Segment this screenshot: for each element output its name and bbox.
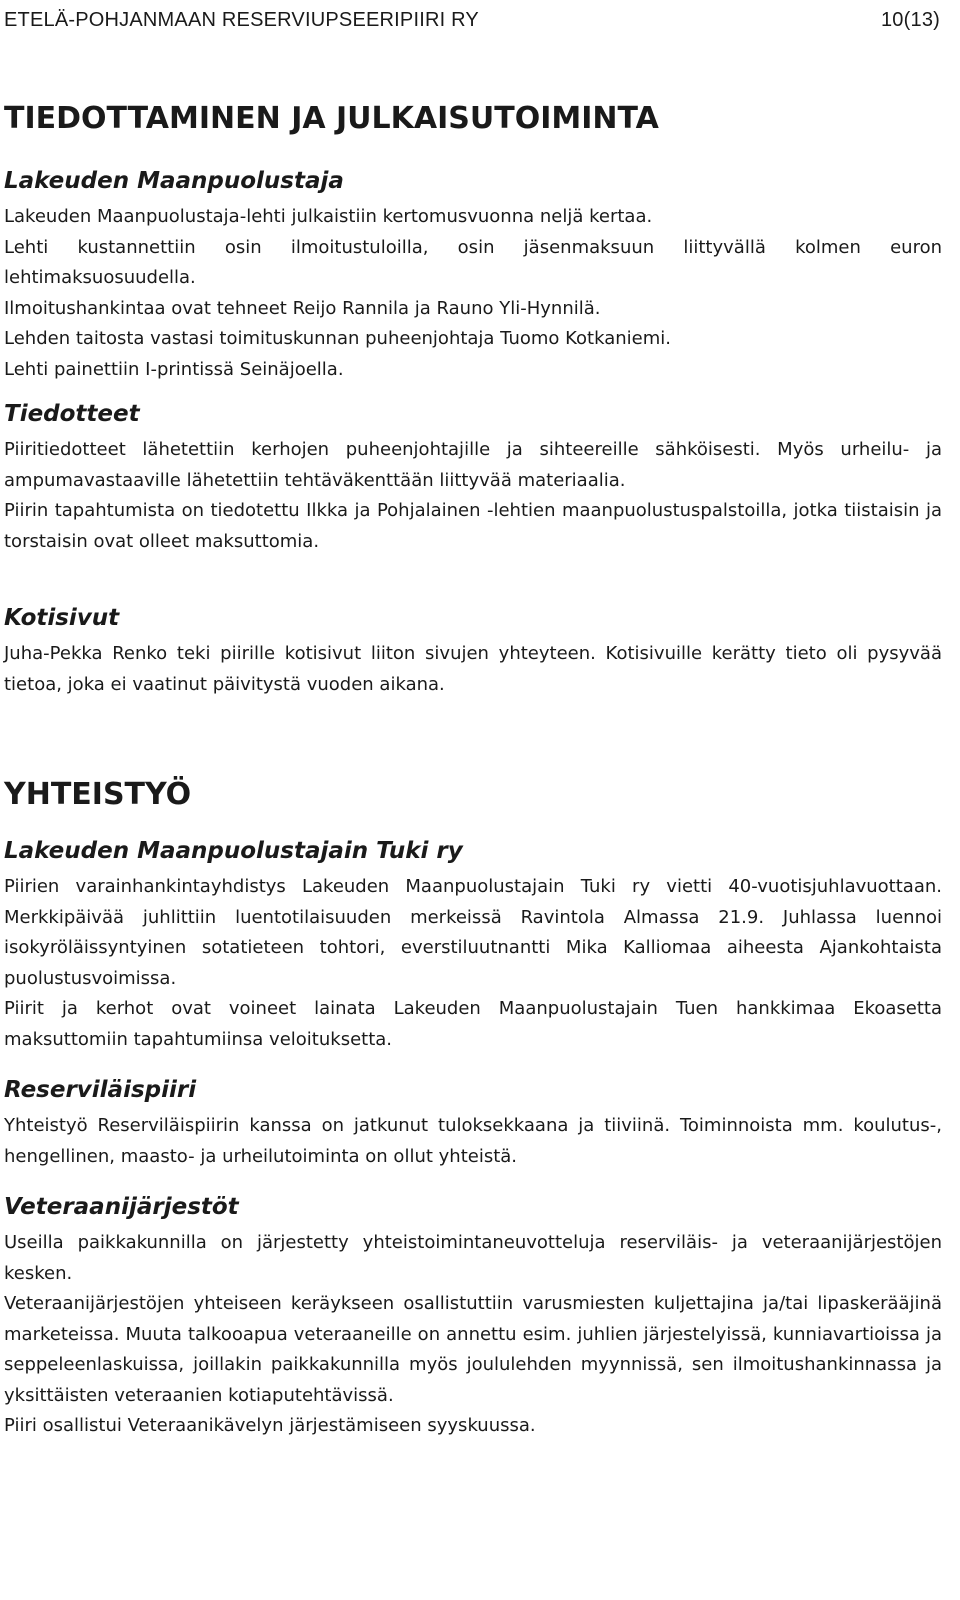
paragraph-line: Ilmoitushankintaa ovat tehneet Reijo Rannila ja Rauno Yli-Hynnilä.	[4, 297, 601, 319]
document-body	[4, 96, 942, 1442]
spacer	[4, 700, 942, 772]
paragraph: Juha-Pekka Renko teki piirille kotisivut liiton sivujen yhteyteen. Kotisivuille kerätty tieto oli pysyvää tietoa, joka ei vaatinut päivitystä vuoden aikana.	[4, 643, 942, 695]
spacer	[4, 1172, 942, 1186]
section-title-yhteistyo: YHTEISTYÖ	[4, 777, 192, 812]
section-title-tiedottaminen: TIEDOTTAMINEN JA JULKAISUTOIMINTA	[4, 101, 659, 136]
paragraph: Piiritiedotteet lähetettiin kerhojen puheenjohtajille ja sihteereille sähköisesti. Myös urheilu- ja ampumavastaaville lähetettiin tehtäväkenttään liittyvää materiaalia.	[4, 439, 942, 491]
subsection-title-tiedotteet: Tiedotteet	[4, 401, 140, 427]
subsection-title-lakeuden-maanpuolustaja: Lakeuden Maanpuolustaja	[4, 168, 344, 194]
subsection-title-veteraanijarjestot: Veteraanijärjestöt	[4, 1194, 239, 1220]
subsection-title-lakeuden-maanpuolustajain-tuki: Lakeuden Maanpuolustajain Tuki ry	[4, 838, 463, 864]
spacer	[4, 557, 942, 597]
subsection-title-kotisivut: Kotisivut	[4, 605, 120, 631]
spacer	[4, 142, 942, 160]
page-header	[4, 4, 940, 36]
paragraph: Veteraanijärjestöjen yhteiseen keräykseen osallistuttiin varusmiesten kuljettajina ja/tai lipaskerääjinä marketeissa. Muuta talkooapua veteraaneille on annettu esim. juhlien järjestelyissä, kunniavartioissa ja seppeleenlaskuissa, joillakin paikkakunnilla myös joululehden myynnissä, sen ilmoitushankinnassa ja yksittäisten veteraanien kotiaputehtävissä.	[4, 1293, 942, 1406]
paragraph-line: Lehden taitosta vastasi toimituskunnan puheenjohtaja Tuomo Kotkaniemi.	[4, 328, 671, 349]
paragraph: Piirit ja kerhot ovat voineet lainata Lakeuden Maanpuolustajain Tuen hankkimaa Ekoasetta maksuttomiin tapahtumiinsa veloituksetta.	[4, 998, 942, 1050]
subsection-title-reservilaispiiri: Reserviläispiiri	[4, 1077, 197, 1103]
paragraph: Useilla paikkakunnilla on järjestetty yhteistoimintaneuvotteluja reserviläis- ja veteraanijärjestöjen kesken.	[4, 1232, 942, 1284]
spacer	[4, 1055, 942, 1069]
paragraph-line: Lehti kustannettiin osin ilmoitustuloilla, osin jäsenmaksuun liittyvällä kolmen euron lehtimaksuosuudella.	[4, 236, 942, 288]
paragraph: Piiri osallistui Veteraanikävelyn järjestämiseen syyskuussa.	[4, 1415, 536, 1436]
spacer	[4, 818, 942, 830]
page-number: 10(13)	[880, 8, 940, 31]
spacer	[4, 385, 942, 393]
paragraph-line: Lehti painettiin I-printissä Seinäjoella.	[4, 358, 344, 380]
organization-name: ETELÄ-POHJANMAAN RESERVIUPSEERIPIIRI RY	[4, 8, 479, 31]
paragraph: Piirien varainhankintayhdistys Lakeuden Maanpuolustajain Tuki ry vietti 40-vuotisjuhlavuottaan. Merkkipäivää juhlittiin luentotilaisuuden merkeissä Ravintola Almassa 21.9. Juhlassa luennoi isokyröläissyntyinen sotatieteen tohtori, everstiluutnantti Mika Kalliomaa aiheesta Ajankohtaista puolustusvoimissa.	[4, 876, 942, 989]
paragraph-line: Lakeuden Maanpuolustaja-lehti julkaistiin kertomusvuonna neljä kertaa.	[4, 206, 653, 227]
paragraph: Piirin tapahtumista on tiedotettu Ilkka ja Pohjalainen -lehtien maanpuolustuspalstoilla, jotka tiistaisin ja torstaisin ovat olleet maksuttomia.	[4, 500, 942, 552]
paragraph: Yhteistyö Reserviläispiirin kanssa on jatkunut tuloksekkaana ja tiiviinä. Toiminnoista mm. koulutus-, hengellinen, maasto- ja urheilutoiminta on ollut yhteistä.	[4, 1115, 942, 1167]
